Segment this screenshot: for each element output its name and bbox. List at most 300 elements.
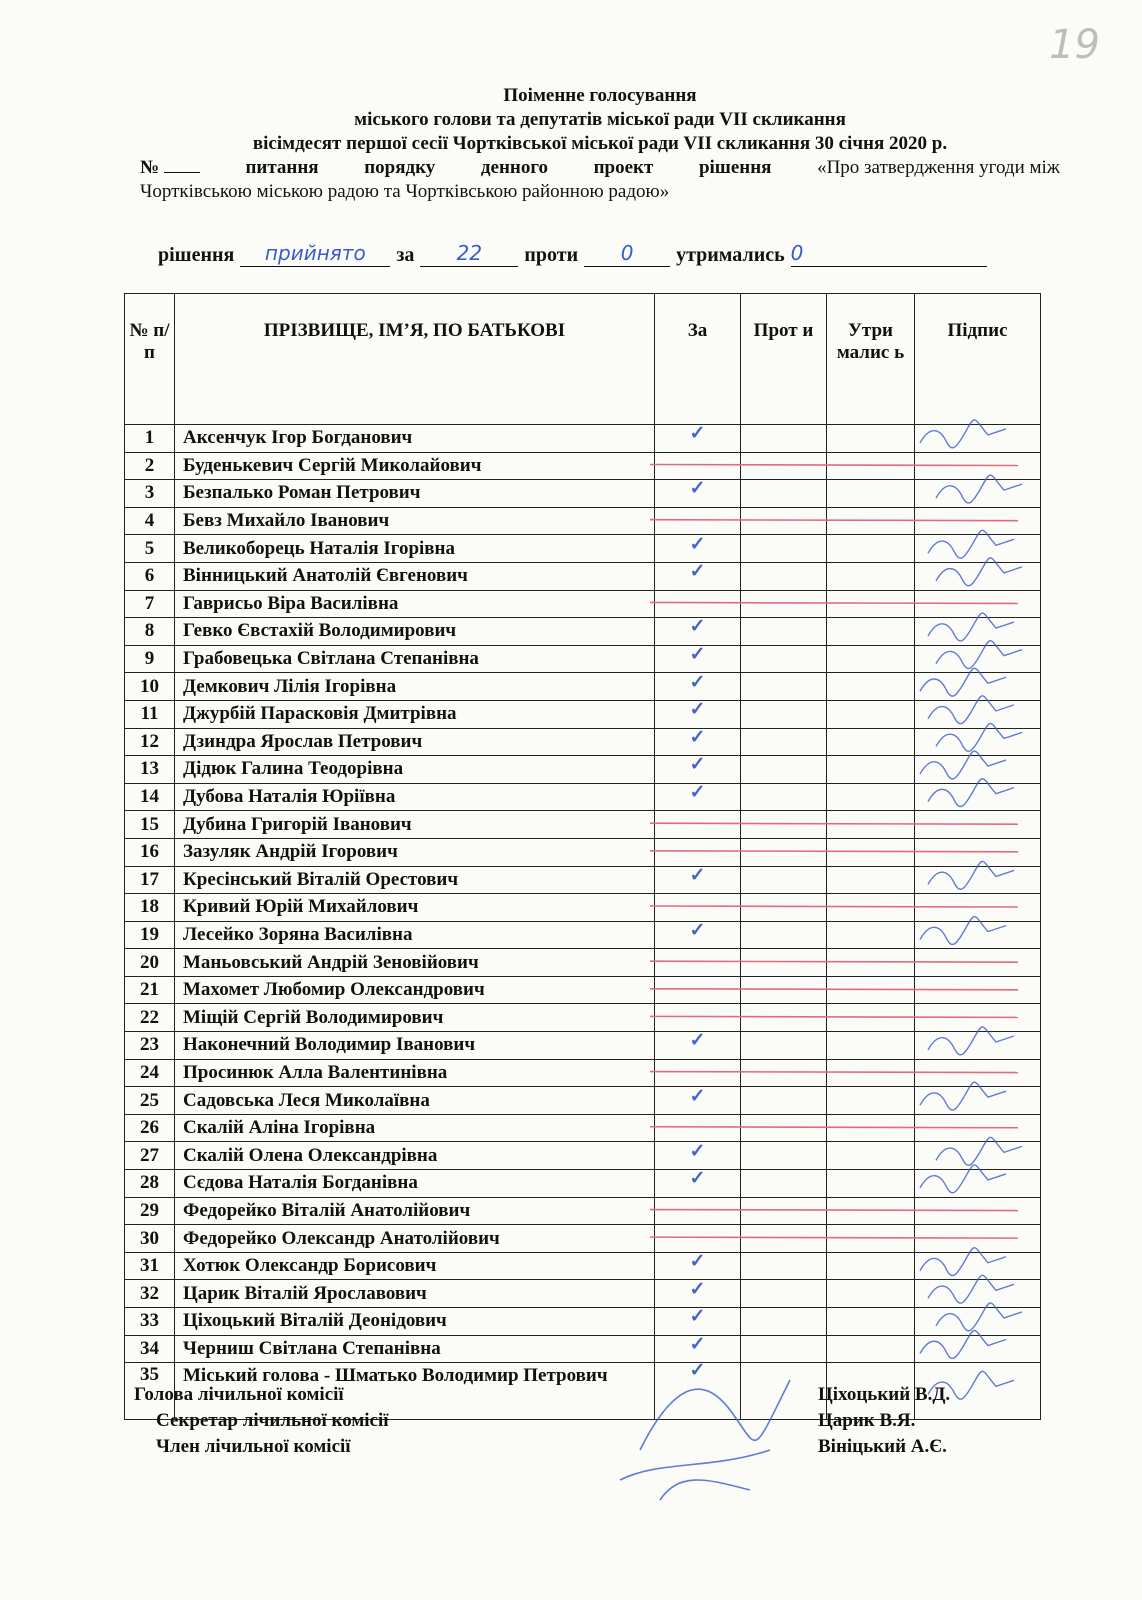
table-row	[125, 1142, 1041, 1170]
table-row	[125, 1114, 1041, 1142]
table-row	[125, 838, 1041, 866]
row-against	[741, 866, 827, 894]
row-number: 7	[125, 590, 175, 618]
row-for	[655, 618, 741, 646]
row-name: Наконечний Володимир Іванович	[175, 1032, 655, 1060]
row-against	[741, 1170, 827, 1198]
row-for	[655, 866, 741, 894]
row-for	[655, 1360, 741, 1420]
row-signature	[915, 535, 1041, 563]
row-number: 21	[125, 976, 175, 1004]
row-signature	[915, 425, 1041, 453]
row-against	[741, 894, 827, 922]
row-signature	[915, 1087, 1041, 1115]
row-number: 16	[125, 838, 175, 866]
row-number: 8	[125, 618, 175, 646]
row-name: Гаврисьо Віра Василівна	[175, 590, 655, 618]
row-against	[741, 562, 827, 590]
check-mark-icon: ✓	[689, 782, 706, 804]
row-number: 12	[125, 728, 175, 756]
row-number: 30	[125, 1225, 175, 1253]
check-mark-icon: ✓	[689, 533, 706, 555]
row-abstain	[827, 1114, 915, 1142]
row-number: 28	[125, 1170, 175, 1198]
header-num: № п/п	[125, 294, 175, 425]
header-question	[140, 156, 1060, 180]
row-abstain	[827, 700, 915, 728]
row-number: 25	[125, 1087, 175, 1115]
row-name: Федорейко Віталій Анатолійович	[175, 1197, 655, 1225]
check-mark-icon: ✓	[689, 864, 706, 886]
abstain-label: утримались	[676, 244, 785, 266]
decision-summary	[158, 240, 1058, 267]
row-for	[655, 700, 741, 728]
table-row	[125, 728, 1041, 756]
row-against	[741, 1004, 827, 1032]
row-abstain	[827, 921, 915, 949]
row-number: 3	[125, 480, 175, 508]
table-row	[125, 949, 1041, 977]
row-signature	[915, 756, 1041, 784]
row-for	[655, 1225, 741, 1253]
check-mark-icon: ✓	[689, 726, 706, 748]
row-number: 26	[125, 1114, 175, 1142]
row-abstain	[827, 673, 915, 701]
row-signature	[915, 480, 1041, 508]
against-value: 0	[584, 240, 670, 267]
row-against	[741, 811, 827, 839]
question-number-blank	[164, 172, 200, 173]
row-for	[655, 1087, 741, 1115]
header-name: ПРІЗВИЩЕ, ІМ’Я, ПО БАТЬКОВІ	[175, 294, 655, 425]
row-name: Великоборець Наталія Ігорівна	[175, 535, 655, 563]
row-name: Ціхоцький Віталій Деонідович	[175, 1308, 655, 1336]
row-name: Аксенчук Ігор Богданович	[175, 425, 655, 453]
row-signature	[915, 1004, 1041, 1032]
row-name: Дідюк Галина Теодорівна	[175, 756, 655, 784]
row-number: 33	[125, 1308, 175, 1336]
row-against	[741, 1335, 827, 1363]
row-for	[655, 838, 741, 866]
row-name: Садовська Леся Миколаївна	[175, 1087, 655, 1115]
row-abstain	[827, 1335, 915, 1363]
table-row	[125, 507, 1041, 535]
row-number: 9	[125, 645, 175, 673]
row-signature	[915, 1170, 1041, 1198]
row-signature	[915, 976, 1041, 1004]
table-row	[125, 562, 1041, 590]
question-word: проект	[593, 157, 654, 178]
row-abstain	[827, 1087, 915, 1115]
row-for	[655, 425, 741, 453]
row-number: 32	[125, 1280, 175, 1308]
row-signature	[915, 1225, 1041, 1253]
row-for	[655, 949, 741, 977]
row-against	[741, 1114, 827, 1142]
table-row	[125, 1032, 1041, 1060]
row-against	[741, 645, 827, 673]
row-signature	[915, 1335, 1041, 1363]
row-signature	[915, 590, 1041, 618]
row-against	[741, 1363, 827, 1420]
check-mark-icon: ✓	[689, 919, 706, 941]
row-name: Черниш Світлана Степанівна	[175, 1335, 655, 1363]
row-signature	[915, 1252, 1041, 1280]
row-signature	[915, 728, 1041, 756]
commission-roles	[134, 1382, 389, 1460]
decision-value: прийнято	[240, 240, 390, 267]
row-abstain	[827, 535, 915, 563]
row-name: Буденькевич Сергій Миколайович	[175, 452, 655, 480]
row-against	[741, 673, 827, 701]
row-number: 17	[125, 866, 175, 894]
table-row	[125, 700, 1041, 728]
check-mark-icon: ✓	[689, 1360, 706, 1382]
check-mark-icon: ✓	[689, 754, 706, 776]
row-for	[655, 1308, 741, 1336]
row-abstain	[827, 1170, 915, 1198]
row-signature	[915, 1142, 1041, 1170]
table-row	[125, 1059, 1041, 1087]
commission-name: Царик В.Я.	[818, 1410, 916, 1431]
row-name: Вінницький Анатолій Євгенович	[175, 562, 655, 590]
row-against	[741, 590, 827, 618]
row-signature	[915, 894, 1041, 922]
check-mark-icon: ✓	[689, 616, 706, 638]
table-row	[125, 645, 1041, 673]
row-against	[741, 618, 827, 646]
table-row	[125, 921, 1041, 949]
header-title: Поіменне голосування	[503, 85, 697, 106]
row-abstain	[827, 1280, 915, 1308]
row-against	[741, 1225, 827, 1253]
row-name: Федорейко Олександр Анатолійович	[175, 1225, 655, 1253]
row-for	[655, 1114, 741, 1142]
table-row	[125, 590, 1041, 618]
table-row	[125, 894, 1041, 922]
decision-label: рішення	[158, 244, 235, 266]
question-quote: «Про затвердження угоди між	[817, 157, 1060, 178]
commission-role: Член лічильної комісії	[156, 1436, 351, 1457]
row-abstain	[827, 1032, 915, 1060]
check-mark-icon: ✓	[689, 1278, 706, 1300]
table-row	[125, 866, 1041, 894]
row-name: Міщій Сергій Володимирович	[175, 1004, 655, 1032]
row-for	[655, 894, 741, 922]
question-word: денного	[480, 157, 548, 178]
check-mark-icon: ✓	[689, 561, 706, 583]
row-for	[655, 1004, 741, 1032]
row-abstain	[827, 452, 915, 480]
row-abstain	[827, 618, 915, 646]
commission-role: Голова лічильної комісії	[134, 1384, 344, 1405]
row-against	[741, 1280, 827, 1308]
row-against	[741, 700, 827, 728]
row-against	[741, 1308, 827, 1336]
row-name: Джурбій Парасковія Дмитрівна	[175, 700, 655, 728]
row-against	[741, 507, 827, 535]
check-mark-icon: ✓	[689, 644, 706, 666]
table-row	[125, 976, 1041, 1004]
commission-name: Вініцький А.Є.	[818, 1436, 947, 1457]
row-for	[655, 1197, 741, 1225]
table-row	[125, 1335, 1041, 1363]
row-abstain	[827, 1225, 915, 1253]
check-mark-icon: ✓	[689, 699, 706, 721]
row-signature	[915, 783, 1041, 811]
row-for	[655, 535, 741, 563]
row-against	[741, 452, 827, 480]
row-abstain	[827, 783, 915, 811]
row-name: Демкович Лілія Ігорівна	[175, 673, 655, 701]
row-abstain	[827, 1059, 915, 1087]
row-number: 34	[125, 1335, 175, 1363]
check-mark-icon: ✓	[689, 1306, 706, 1328]
row-for	[655, 673, 741, 701]
row-name: Кривий Юрій Михайлович	[175, 894, 655, 922]
question-number-label: №	[140, 157, 160, 178]
row-name: Зазуляк Андрій Ігорович	[175, 838, 655, 866]
row-against	[741, 1059, 827, 1087]
row-number: 10	[125, 673, 175, 701]
row-number: 13	[125, 756, 175, 784]
row-signature	[915, 673, 1041, 701]
row-against	[741, 838, 827, 866]
row-number: 5	[125, 535, 175, 563]
row-for	[655, 452, 741, 480]
check-mark-icon: ✓	[689, 423, 706, 445]
vote-table	[124, 293, 1041, 1420]
row-against	[741, 1087, 827, 1115]
row-abstain	[827, 480, 915, 508]
header-against: Прот и	[741, 294, 827, 425]
row-signature	[915, 838, 1041, 866]
row-number: 6	[125, 562, 175, 590]
row-number: 31	[125, 1252, 175, 1280]
table-row	[125, 783, 1041, 811]
row-name: Сєдова Наталія Богданівна	[175, 1170, 655, 1198]
row-for	[655, 976, 741, 1004]
row-abstain	[827, 590, 915, 618]
row-abstain	[827, 1004, 915, 1032]
row-abstain	[827, 866, 915, 894]
table-row	[125, 618, 1041, 646]
row-signature	[915, 1197, 1041, 1225]
row-for	[655, 921, 741, 949]
check-mark-icon: ✓	[689, 1140, 706, 1162]
abstain-value: 0	[791, 240, 987, 267]
row-against	[741, 535, 827, 563]
question-word: рішення	[698, 157, 772, 178]
row-abstain	[827, 976, 915, 1004]
check-mark-icon: ✓	[689, 1251, 706, 1273]
header-for: За	[655, 294, 741, 425]
row-for	[655, 1032, 741, 1060]
table-row	[125, 673, 1041, 701]
table-row	[125, 1087, 1041, 1115]
row-against	[741, 976, 827, 1004]
table-row	[125, 1308, 1041, 1336]
table-row	[125, 1225, 1041, 1253]
table-row	[125, 1280, 1041, 1308]
check-mark-icon: ✓	[689, 1030, 706, 1052]
commission-role: Секретар лічильної комісії	[156, 1410, 389, 1431]
row-name: Грабовецька Світлана Степанівна	[175, 645, 655, 673]
row-signature	[915, 1114, 1041, 1142]
check-mark-icon: ✓	[689, 1333, 706, 1355]
table-row	[125, 1197, 1041, 1225]
row-against	[741, 783, 827, 811]
row-name: Скалій Аліна Ігорівна	[175, 1114, 655, 1142]
header-signature: Підпис	[915, 294, 1041, 425]
row-number: 14	[125, 783, 175, 811]
question-word: порядку	[364, 157, 436, 178]
check-mark-icon: ✓	[689, 1085, 706, 1107]
row-signature	[915, 1059, 1041, 1087]
row-name: Хотюк Олександр Борисович	[175, 1252, 655, 1280]
row-abstain	[827, 1252, 915, 1280]
row-name: Дзиндра Ярослав Петрович	[175, 728, 655, 756]
row-number: 24	[125, 1059, 175, 1087]
table-row	[125, 756, 1041, 784]
row-number: 20	[125, 949, 175, 977]
row-signature	[915, 949, 1041, 977]
row-number: 22	[125, 1004, 175, 1032]
row-name: Махомет Любомир Олександрович	[175, 976, 655, 1004]
row-signature	[915, 700, 1041, 728]
row-against	[741, 949, 827, 977]
row-for	[655, 756, 741, 784]
commission-name: Ціхоцький В.Д.	[818, 1384, 951, 1405]
table-row	[125, 452, 1041, 480]
row-for	[655, 1059, 741, 1087]
row-against	[741, 756, 827, 784]
commission-names	[818, 1382, 950, 1460]
row-signature	[915, 921, 1041, 949]
table-row	[125, 1170, 1041, 1198]
check-mark-icon: ✓	[689, 1168, 706, 1190]
row-name: Маньовський Андрій Зеновійович	[175, 949, 655, 977]
row-signature	[915, 1308, 1041, 1336]
row-number: 15	[125, 811, 175, 839]
row-signature	[915, 811, 1041, 839]
row-against	[741, 1197, 827, 1225]
row-for	[655, 562, 741, 590]
row-number: 11	[125, 700, 175, 728]
row-abstain	[827, 894, 915, 922]
row-number: 4	[125, 507, 175, 535]
row-for	[655, 811, 741, 839]
row-for	[655, 1252, 741, 1280]
table-row	[125, 480, 1041, 508]
row-name: Міський голова - Шматько Володимир Петрович	[175, 1363, 655, 1420]
row-signature	[915, 645, 1041, 673]
row-signature	[915, 1032, 1041, 1060]
question-word: питання	[245, 157, 319, 178]
row-for	[655, 480, 741, 508]
row-against	[741, 1142, 827, 1170]
row-signature	[915, 1280, 1041, 1308]
row-for	[655, 783, 741, 811]
row-name: Просинюк Алла Валентинівна	[175, 1059, 655, 1087]
table-row	[125, 425, 1041, 453]
row-for	[655, 590, 741, 618]
row-abstain	[827, 425, 915, 453]
row-number: 19	[125, 921, 175, 949]
row-name: Царик Віталій Ярославович	[175, 1280, 655, 1308]
row-name: Бевз Михайло Іванович	[175, 507, 655, 535]
row-abstain	[827, 838, 915, 866]
row-signature	[915, 507, 1041, 535]
row-for	[655, 1142, 741, 1170]
row-against	[741, 1032, 827, 1060]
header-abstain: Утри малис ь	[827, 294, 915, 425]
header-question-cont: Чортківською міською радою та Чортківською районною радою»	[140, 181, 670, 202]
row-abstain	[827, 756, 915, 784]
row-abstain	[827, 728, 915, 756]
row-for	[655, 1335, 741, 1363]
row-number: 29	[125, 1197, 175, 1225]
row-for	[655, 1170, 741, 1198]
row-abstain	[827, 1197, 915, 1225]
row-abstain	[827, 1308, 915, 1336]
table-header-row	[125, 294, 1041, 425]
row-against	[741, 1252, 827, 1280]
against-label: проти	[524, 244, 579, 266]
row-abstain	[827, 562, 915, 590]
row-name: Скалій Олена Олександрівна	[175, 1142, 655, 1170]
row-for	[655, 645, 741, 673]
row-number: 35	[125, 1363, 175, 1420]
for-label: за	[396, 244, 415, 266]
row-against	[741, 425, 827, 453]
row-name: Безпалько Роман Петрович	[175, 480, 655, 508]
row-signature	[915, 452, 1041, 480]
row-name: Гевко Євстахій Володимирович	[175, 618, 655, 646]
row-number: 18	[125, 894, 175, 922]
document-header	[140, 84, 1060, 204]
check-mark-icon: ✓	[689, 671, 706, 693]
row-abstain	[827, 949, 915, 977]
row-abstain	[827, 507, 915, 535]
row-against	[741, 921, 827, 949]
table-row	[125, 535, 1041, 563]
row-abstain	[827, 811, 915, 839]
row-against	[741, 728, 827, 756]
row-signature	[915, 866, 1041, 894]
row-for	[655, 1280, 741, 1308]
for-value: 22	[420, 240, 518, 267]
check-mark-icon: ✓	[689, 478, 706, 500]
header-subtitle: міського голови та депутатів міської ради VII скликання	[354, 109, 846, 130]
row-name: Кресінський Віталій Орестович	[175, 866, 655, 894]
table-row	[125, 1004, 1041, 1032]
table-row	[125, 1252, 1041, 1280]
row-number: 23	[125, 1032, 175, 1060]
table-row	[125, 811, 1041, 839]
row-for	[655, 507, 741, 535]
row-for	[655, 728, 741, 756]
row-against	[741, 480, 827, 508]
row-signature	[915, 618, 1041, 646]
row-name: Дубова Наталія Юріївна	[175, 783, 655, 811]
row-number: 27	[125, 1142, 175, 1170]
row-abstain	[827, 645, 915, 673]
row-abstain	[827, 1142, 915, 1170]
row-number: 2	[125, 452, 175, 480]
row-name: Дубина Григорій Іванович	[175, 811, 655, 839]
row-number: 1	[125, 425, 175, 453]
